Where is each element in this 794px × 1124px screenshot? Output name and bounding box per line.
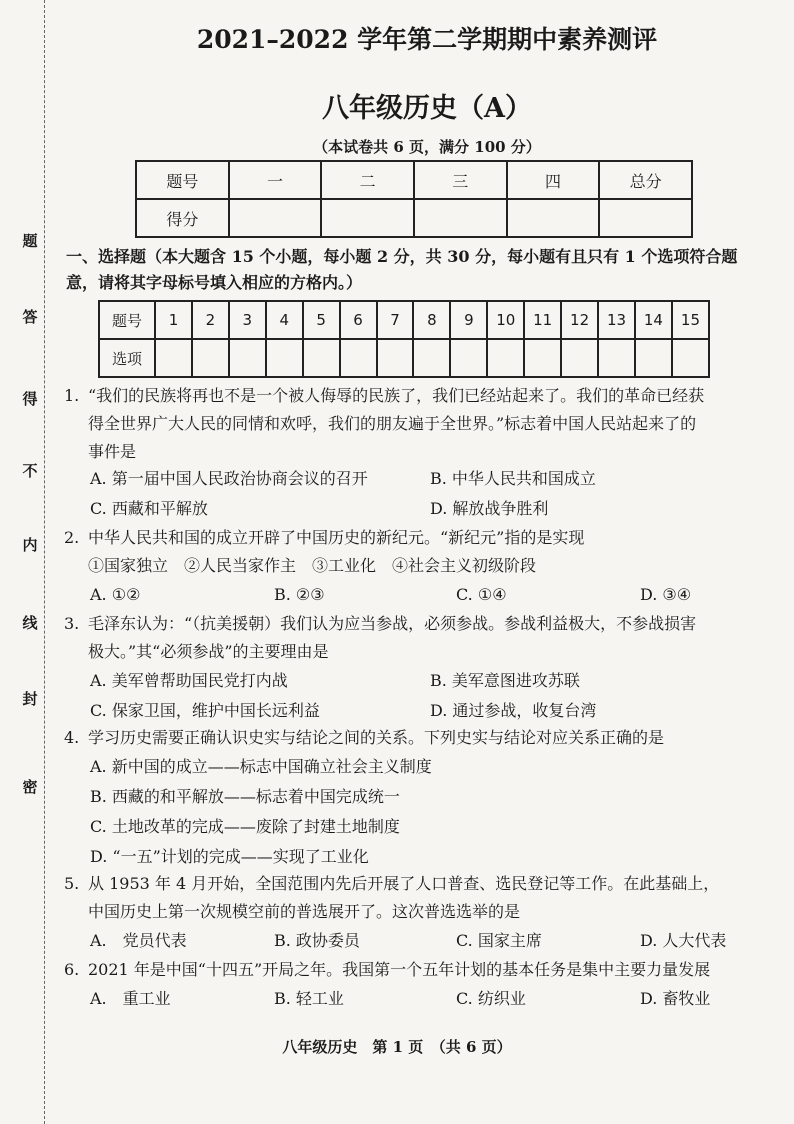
score-cell[interactable] [414,199,507,237]
option-c: C. 保家卫国，维护中国长远利益 [90,701,320,720]
seal-char: 密 [22,778,38,796]
option-c: C. 纺织业 [456,989,526,1008]
answer-grid [98,300,710,378]
question-item [64,610,774,666]
option-a: A. 美军曾帮助国民党打内战 [90,671,288,690]
score-row-label: 得分 [136,199,229,237]
answer-number-cell: 3 [229,301,266,339]
exam-title: 2021–2022 学年第二学期期中素养测评 [196,25,658,54]
question-line [64,382,774,410]
score-header-cell: 三 [414,161,507,199]
answer-choice-row [99,339,709,377]
answer-choice-cell[interactable] [340,339,377,377]
score-cell[interactable] [507,199,600,237]
answer-choice-cell[interactable] [598,339,635,377]
option-b: B. 西藏的和平解放——标志着中国完成统一 [90,787,400,806]
question-line [64,438,774,466]
option-c: C. ①④ [456,585,507,604]
option-b: B. 政协委员 [274,931,360,950]
question-item [64,724,774,752]
seal-char: 得 [22,390,38,408]
option-d: D. ③④ [640,585,692,604]
question-text: 学习历史需要正确认识史实与结论之间的关系。下列史实与结论对应关系正确的是 [88,728,665,747]
answer-choice-cell[interactable] [413,339,450,377]
question-number: 1. [64,386,80,405]
question-text: 极大。”其“必须参战”的主要理由是 [88,642,329,661]
answer-choice-cell[interactable] [155,339,192,377]
exam-subtitle: 八年级历史（A） [322,93,532,124]
question-text: 2021 年是中国“十四五”开局之年。我国第一个五年计划的基本任务是集中主要力量发展 [88,960,711,979]
score-table [135,160,693,238]
option-a: A. 第一届中国人民政治协商会议的召开 [90,469,368,488]
option-c: C. 西藏和平解放 [90,499,208,518]
question-text: 事件是 [88,442,137,461]
answer-number-cell: 7 [377,301,414,339]
question-line [64,552,774,580]
option-b: B. 轻工业 [274,989,344,1008]
question-text: 得全世界广大人民的同情和欢呼，我们的朋友遍于全世界。”标志着中国人民站起来了的 [88,414,697,433]
question-line [64,898,774,926]
option-b: B. ②③ [274,585,325,604]
answer-choice-cell[interactable] [450,339,487,377]
answer-choice-cell[interactable] [266,339,303,377]
answer-number-cell: 1 [155,301,192,339]
seal-char: 题 [22,232,38,250]
answer-number-cell: 2 [192,301,229,339]
answer-choice-cell[interactable] [377,339,414,377]
section-heading-line: 意，请将其字母标号填入相应的方格内。） [66,273,363,292]
question-line [64,870,774,898]
option-a: A. 新中国的成立——标志中国确立社会主义制度 [90,757,432,776]
question-item [64,524,774,580]
question-text: 毛泽东认为：“（抗美援朝）我们认为应当参战，必须参战。参战利益极大，不参战损害 [88,614,697,633]
answer-choice-cell[interactable] [303,339,340,377]
option-b: B. 中华人民共和国成立 [430,469,596,488]
answer-number-cell: 10 [487,301,524,339]
question-text: 中国历史上第一次规模空前的普选展开了。这次普选选举的是 [88,902,521,921]
question-text: “我们的民族将再也不是一个被人侮辱的民族了，我们已经站起来了。我们的革命已经获 [88,386,705,405]
question-text: 从 1953 年 4 月开始，全国范围内先后开展了人口普查、选民登记等工作。在此基础上， [88,874,720,893]
question-item [64,382,774,466]
seal-char: 线 [22,614,38,632]
question-line [64,524,774,552]
question-line [64,410,774,438]
section-heading-line: 一、选择题（本大题含 15 个小题，每小题 2 分，共 30 分，每小题有且只有 1 个选项符合题 [66,247,738,266]
answer-number-cell: 6 [340,301,377,339]
answer-row-label: 题号 [99,301,155,339]
question-number: 5. [64,874,80,893]
page-footer: 八年级历史 第 1 页 （共 6 页） [282,1038,512,1056]
seal-dashed-line [44,0,45,1124]
answer-number-cell: 5 [303,301,340,339]
answer-number-cell: 4 [266,301,303,339]
score-header-cell: 总分 [599,161,692,199]
question-number: 6. [64,960,80,979]
option-c: C. 国家主席 [456,931,542,950]
option-a: A. 党员代表 [90,931,187,950]
answer-number-row [99,301,709,339]
option-d: D. 通过参战，收复台湾 [430,701,597,720]
answer-number-cell: 11 [524,301,561,339]
score-cell[interactable] [229,199,322,237]
seal-char: 内 [22,536,38,554]
option-c: C. 土地改革的完成——废除了封建土地制度 [90,817,400,836]
answer-number-cell: 12 [561,301,598,339]
seal-char: 答 [22,308,38,326]
question-line [64,724,774,752]
score-header-cell: 二 [321,161,414,199]
score-header-cell: 一 [229,161,322,199]
question-line [64,956,774,984]
option-d: D. 解放战争胜利 [430,499,549,518]
option-a: A. ①② [90,585,141,604]
score-header-row [136,161,692,199]
answer-number-cell: 15 [672,301,709,339]
option-a: A. 重工业 [90,989,171,1008]
option-d: D. 人大代表 [640,931,727,950]
exam-note: （本试卷共 6 页，满分 100 分） [313,138,541,156]
answer-row-label: 选项 [99,339,155,377]
question-number: 2. [64,528,80,547]
question-text: 中华人民共和国的成立开辟了中国历史的新纪元。“新纪元”指的是实现 [88,528,585,547]
answer-choice-cell[interactable] [192,339,229,377]
question-line [64,638,774,666]
answer-choice-cell[interactable] [672,339,709,377]
answer-number-cell: 8 [413,301,450,339]
seal-char: 封 [22,690,38,708]
seal-char: 不 [22,462,38,480]
section-one-heading [66,244,766,296]
answer-number-cell: 14 [635,301,672,339]
answer-number-cell: 13 [598,301,635,339]
score-cell[interactable] [321,199,414,237]
answer-number-cell: 9 [450,301,487,339]
answer-choice-cell[interactable] [524,339,561,377]
score-header-cell: 题号 [136,161,229,199]
question-number: 3. [64,614,80,633]
option-b: B. 美军意图进攻苏联 [430,671,580,690]
answer-choice-cell[interactable] [561,339,598,377]
answer-choice-cell[interactable] [635,339,672,377]
question-line [64,610,774,638]
option-d: D. “一五”计划的完成——实现了工业化 [90,847,369,866]
score-cell[interactable] [599,199,692,237]
score-header-cell: 四 [507,161,600,199]
question-item [64,956,774,984]
answer-choice-cell[interactable] [487,339,524,377]
question-item [64,870,774,926]
question-text: ①国家独立 ②人民当家作主 ③工业化 ④社会主义初级阶段 [88,556,537,575]
answer-choice-cell[interactable] [229,339,266,377]
question-number: 4. [64,728,80,747]
option-d: D. 畜牧业 [640,989,711,1008]
score-value-row [136,199,692,237]
